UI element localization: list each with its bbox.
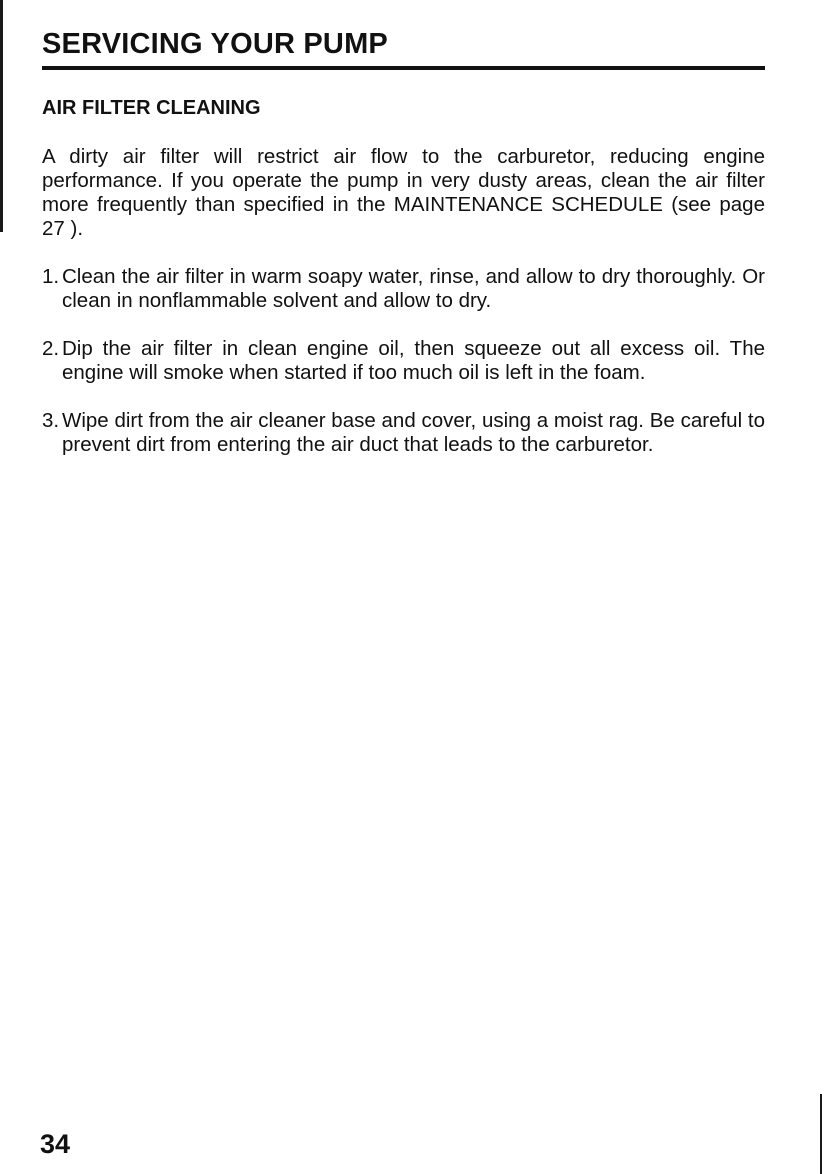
steps-list bbox=[42, 265, 765, 481]
title-rule bbox=[42, 66, 765, 70]
step-number: 3. bbox=[42, 409, 60, 432]
section-heading: AIR FILTER CLEANING bbox=[42, 97, 261, 119]
page-edge-line-bottom bbox=[820, 1094, 822, 1174]
step-text: Wipe dirt from the air cleaner base and cover, using a moist rag. Be careful to prevent dirt from entering the air duct that leads to the carburetor. bbox=[62, 409, 765, 456]
page-title: SERVICING YOUR PUMP bbox=[42, 28, 388, 60]
step-number: 2. bbox=[42, 337, 60, 360]
step-item bbox=[42, 409, 765, 457]
step-item bbox=[42, 265, 765, 313]
page-edge-line bbox=[0, 0, 3, 232]
step-text: Dip the air filter in clean engine oil, then squeeze out all excess oil. The engine will smoke when started if too much oil is left in the foam. bbox=[62, 337, 765, 384]
step-number: 1. bbox=[42, 265, 60, 288]
intro-paragraph: A dirty air filter will restrict air flow to the carburetor, reducing engine performance. If you operate the pump in very dusty areas, clean the air filter more frequently than specified in the MAINTENANCE SCHEDULE (see page 27 ). bbox=[42, 145, 765, 240]
step-item bbox=[42, 337, 765, 385]
page-number: 34 bbox=[40, 1129, 71, 1159]
step-text: Clean the air filter in warm soapy water, rinse, and allow to dry thoroughly. Or clean in nonflammable solvent and allow to dry. bbox=[62, 265, 765, 312]
